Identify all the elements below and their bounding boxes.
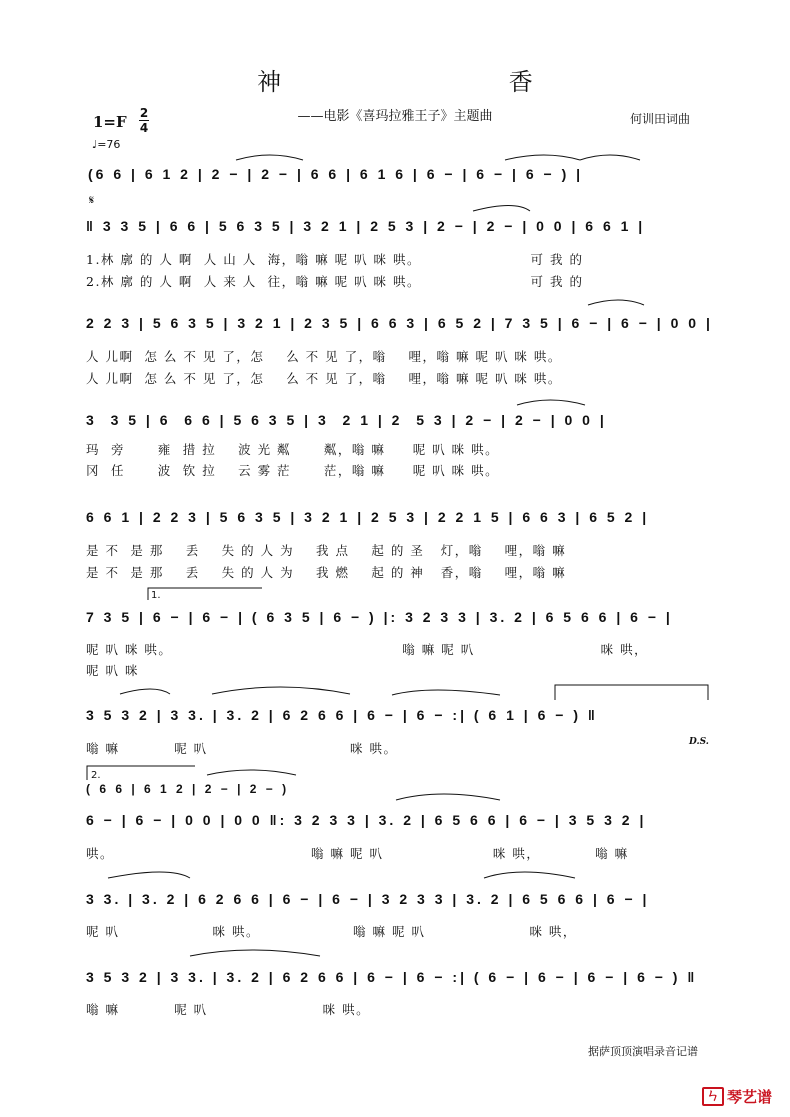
lyric-line-5-verse1: 是 不 是 那 丢 失 的 人 为 我 点 起 的 圣 灯，嗡 哩，嗡 嘛	[86, 543, 567, 558]
volta-1-label: 1.	[151, 590, 161, 601]
logo-icon: ㄣ	[702, 1087, 724, 1106]
tie-arc	[396, 794, 500, 800]
transcription-note: 据萨顶顶演唱录音记谱	[588, 1045, 698, 1058]
site-logo[interactable]	[702, 1086, 772, 1107]
tie-arc	[190, 950, 320, 956]
staff-line-8: ( 6 6 | 6 1 2 | 2 − | 2 − )	[86, 782, 290, 796]
lyric-line-2-verse1: 1.林 廓 的 人 啊 人 山 人 海，嗡 嘛 呢 叭 咪 哄。 可 我 的	[86, 252, 584, 267]
staff-line-5: 6 6 1 | 2 2 3 | 5 6 3 5 | 3 2 1 | 2 5 3 | 2 2 1 5 | 6 6 3 | 6 5 2 |	[86, 509, 650, 525]
staff-line-6: 7 3 5 | 6 − | 6 − | ( 6 3 5 | 6 − ) |: 3 2 3 3 | 3. 2 | 6 5 6 6 | 6 − |	[86, 609, 673, 625]
key-signature: 1=F	[93, 113, 127, 131]
tie-arc	[236, 155, 303, 160]
time-bottom: 4	[139, 121, 149, 135]
tie-arc	[473, 206, 530, 212]
staff-line-10: 3 3. | 3. 2 | 6 2 6 6 | 6 − | 6 − | 3 2 3 3 | 3. 2 | 6 5 6 6 | 6 − |	[86, 891, 650, 907]
lyric-line-3-verse1: 人 儿啊 怎 么 不 见 了，怎 么 不 见 了，嗡 哩，嗡 嘛 呢 叭 咪 哄。	[86, 349, 562, 364]
staff-line-2: ‖ 3 3 5 | 6 6 | 5 6 3 5 | 3 2 1 | 2 5 3 | 2 − | 2 − | 0 0 | 6 6 1 |	[86, 218, 646, 234]
volta-bracket	[555, 685, 708, 700]
song-title: 神 香	[257, 68, 643, 96]
tie-arc	[588, 300, 644, 305]
staff-line-3: 2 2 3 | 5 6 3 5 | 3 2 1 | 2 3 5 | 6 6 3 | 6 5 2 | 7 3 5 | 6 − | 6 − | 0 0 |	[86, 315, 713, 331]
tie-arc	[207, 770, 296, 775]
tempo-marking: ♩=76	[92, 138, 121, 151]
tie-arc	[505, 155, 580, 160]
lyric-line-9: 哄。 嗡 嘛 呢 叭 咪 哄， 嗡 嘛	[86, 846, 629, 861]
staff-line-11: 3 5 3 2 | 3 3. | 3. 2 | 6 2 6 6 | 6 − | 6 − :| ( 6 − | 6 − | 6 − | 6 − ) ‖	[86, 969, 698, 985]
staff-line-1: (6 6 | 6 1 2 | 2 − | 2 − | 6 6 | 6 1 6 | 6 − | 6 − | 6 − ) |	[88, 166, 584, 182]
lyric-line-4-verse1: 玛 旁 雍 措 拉 波 光 粼 粼，嗡 嘛 呢 叭 咪 哄。	[86, 442, 500, 457]
volta-bracket	[148, 588, 262, 600]
time-top: 2	[139, 106, 149, 120]
tie-arc	[484, 872, 575, 878]
lyric-line-10: 呢 叭 咪 哄。 嗡 嘛 呢 叭 咪 哄，	[86, 924, 577, 939]
lyric-line-6-verse2: 呢 叭 咪	[86, 663, 139, 678]
volta-bracket	[87, 766, 195, 780]
staff-line-4: 3 3 5 | 6 6 6 | 5 6 3 5 | 3 2 1 | 2 5 3 | 2 − | 2 − | 0 0 |	[86, 412, 607, 428]
volta-2-label: 2.	[91, 770, 101, 781]
ds-marking: D.S.	[689, 737, 709, 747]
lyric-line-11: 嗡 嘛 呢 叭 咪 哄。	[86, 1002, 371, 1017]
lyric-line-5-verse2: 是 不 是 那 丢 失 的 人 为 我 燃 起 的 神 香，嗡 哩，嗡 嘛	[86, 565, 567, 580]
tie-arc	[120, 689, 170, 694]
lyric-line-6-verse1: 呢 叭 咪 哄。 嗡 嘛 呢 叭 咪 哄，	[86, 642, 649, 657]
segno-icon: 𝄋	[89, 193, 95, 207]
tie-arc	[212, 687, 350, 694]
lyric-line-7: 嗡 嘛 呢 叭 咪 哄。	[86, 741, 398, 756]
lyric-line-3-verse2: 人 儿啊 怎 么 不 见 了，怎 么 不 见 了，嗡 哩，嗡 嘛 呢 叭 咪 哄。	[86, 371, 562, 386]
tie-arc	[517, 400, 585, 405]
staff-line-9: 6 − | 6 − | 0 0 | 0 0 ‖: 3 2 3 3 | 3. 2 | 6 5 6 6 | 6 − | 3 5 3 2 |	[86, 812, 647, 828]
composer-credit: 何训田词曲	[629, 112, 690, 126]
logo-text: 琴艺谱	[726, 1088, 772, 1106]
lyric-line-4-verse2: 冈 任 波 钦 拉 云 雾 茫 茫，嗡 嘛 呢 叭 咪 哄。	[86, 463, 500, 478]
staff-line-7: 3 5 3 2 | 3 3. | 3. 2 | 6 2 6 6 | 6 − | 6 − :| ( 6 1 | 6 − ) ‖	[86, 707, 598, 723]
tie-arc	[392, 690, 500, 695]
tie-arc	[580, 155, 640, 160]
lyric-line-2-verse2: 2.林 廓 的 人 啊 人 来 人 往，嗡 嘛 呢 叭 咪 哄。 可 我 的	[86, 274, 584, 289]
tie-arc	[108, 872, 190, 878]
song-subtitle: ——电影《喜玛拉雅王子》主题曲	[297, 109, 493, 124]
